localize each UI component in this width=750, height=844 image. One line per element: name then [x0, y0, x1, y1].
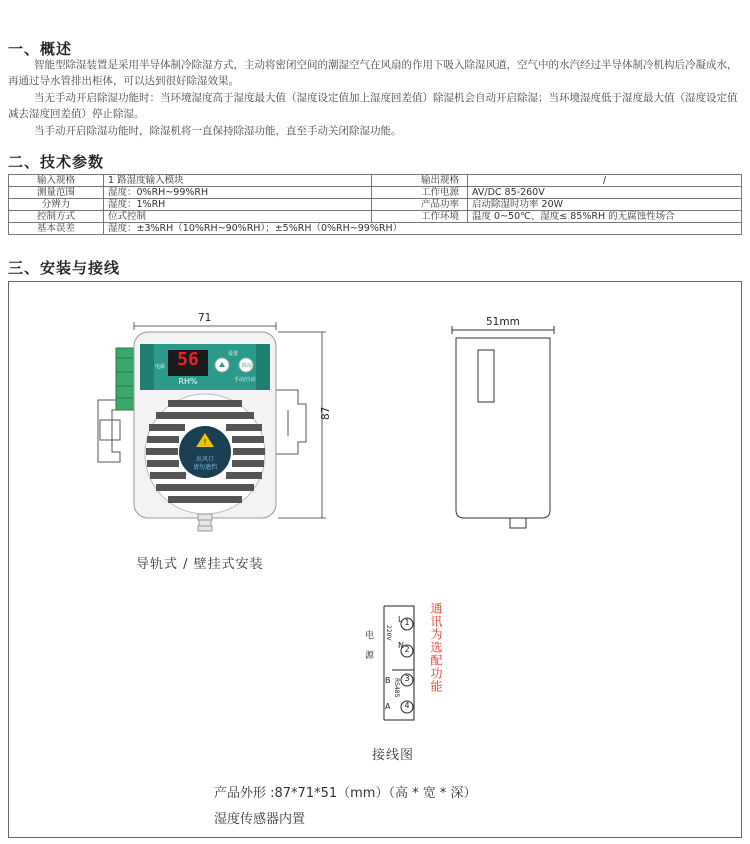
warning-text-1: 出风口: [195, 456, 214, 463]
overview-text-1: 智能型除湿装置是采用半导体制冷除湿方式，主动将密闭空间的潮湿空气在风扇的作用下吸入除湿风道，空气中的水汽经过半导体制冷机构后冷凝成水，再通过导水管排出柜体，可以达到很好除湿效果。: [8, 59, 738, 87]
display-unit: RH%: [178, 377, 198, 386]
spec-value: 湿度：1%RH: [104, 199, 372, 211]
spec-value: AV/DC 85-260V: [468, 187, 742, 199]
spec-value: 位式控制: [104, 211, 372, 223]
spec-value: /: [468, 175, 742, 187]
wiring-B-label: B: [385, 676, 391, 685]
panel-set-label: 设置: [228, 351, 239, 357]
spec-label: 输出规格: [372, 175, 468, 187]
wiring-note: 通讯为选配功能: [429, 602, 443, 693]
terminal-2-label: 2: [404, 645, 410, 654]
section-title-specs: 二、技术参数: [8, 153, 105, 171]
spec-value: 启动除湿时功率 20W: [468, 199, 742, 211]
spec-label: 控制方式: [9, 211, 104, 223]
panel-mode-label: 手动/自动: [234, 377, 256, 383]
spec-label: 工作电源: [372, 187, 468, 199]
sensor-text: 湿度传感器内置: [214, 812, 306, 827]
dim-width-label: 71: [198, 312, 212, 324]
panel-status-label: 除湿: [242, 363, 253, 369]
drain-nozzle: [198, 514, 212, 531]
warning-text-2: 请勿遮挡: [192, 464, 217, 471]
terminal-1-label: 1: [404, 618, 410, 627]
terminal-3-label: 3: [404, 674, 410, 683]
svg-text:!: !: [203, 438, 207, 447]
wiring-power-label: 电 源: [363, 630, 373, 663]
mount-caption: 导轨式 / 壁挂式安装: [136, 557, 264, 572]
spec-value: 湿度：0%RH~99%RH: [104, 187, 372, 199]
panel-small-label: 电源: [155, 364, 166, 370]
spec-label: 分辨力: [9, 199, 104, 211]
section-title-overview: 一、概述: [8, 40, 73, 58]
wiring-L-label: L: [398, 615, 403, 624]
spec-label: 工作环境: [372, 211, 468, 223]
spec-label: 基本误差: [9, 223, 104, 235]
dim-height-label: 87: [320, 406, 332, 420]
wiring-voltage-label: 220V: [385, 625, 392, 641]
display-readout: 56: [177, 349, 199, 370]
spec-value: 1 路湿度输入模块: [104, 175, 372, 187]
overview-text-2: 当无手动开启除湿功能时：当环境湿度高于湿度最大值（湿度设定值加上湿度回差值）除湿机会自动开启除湿；当环境湿度低于湿度最大值（湿度设定值减去湿度回差值）停止除湿。: [8, 92, 738, 120]
overview-text-3: 当手动开启除湿功能时，除湿机将一直保持除湿功能，直至手动关闭除湿功能。: [34, 125, 402, 137]
spec-label: 输入规格: [9, 175, 104, 187]
spec-label: 测量范围: [9, 187, 104, 199]
spec-value: 温度 0~50℃、湿度≤ 85%RH 的无腐蚀性场合: [468, 211, 742, 223]
section-title-install: 三、安装与接线: [8, 259, 121, 277]
wiring-N-label: N: [398, 641, 404, 650]
terminal-4-label: 4: [404, 701, 410, 710]
wiring-caption: 接线图: [372, 748, 415, 763]
wiring-rs485-label: RS485: [393, 678, 400, 698]
device-side-view: [452, 326, 554, 528]
spec-label: 产品功率: [372, 199, 468, 211]
product-size-text: 产品外形 :87*71*51（mm）（高 * 宽 * 深）: [214, 786, 477, 801]
wiring-A-label: A: [385, 702, 391, 711]
dim-depth-label: 51mm: [486, 316, 520, 328]
spec-value: 湿度：±3%RH（10%RH~90%RH）；±5%RH（0%RH~99%RH）: [104, 223, 742, 235]
